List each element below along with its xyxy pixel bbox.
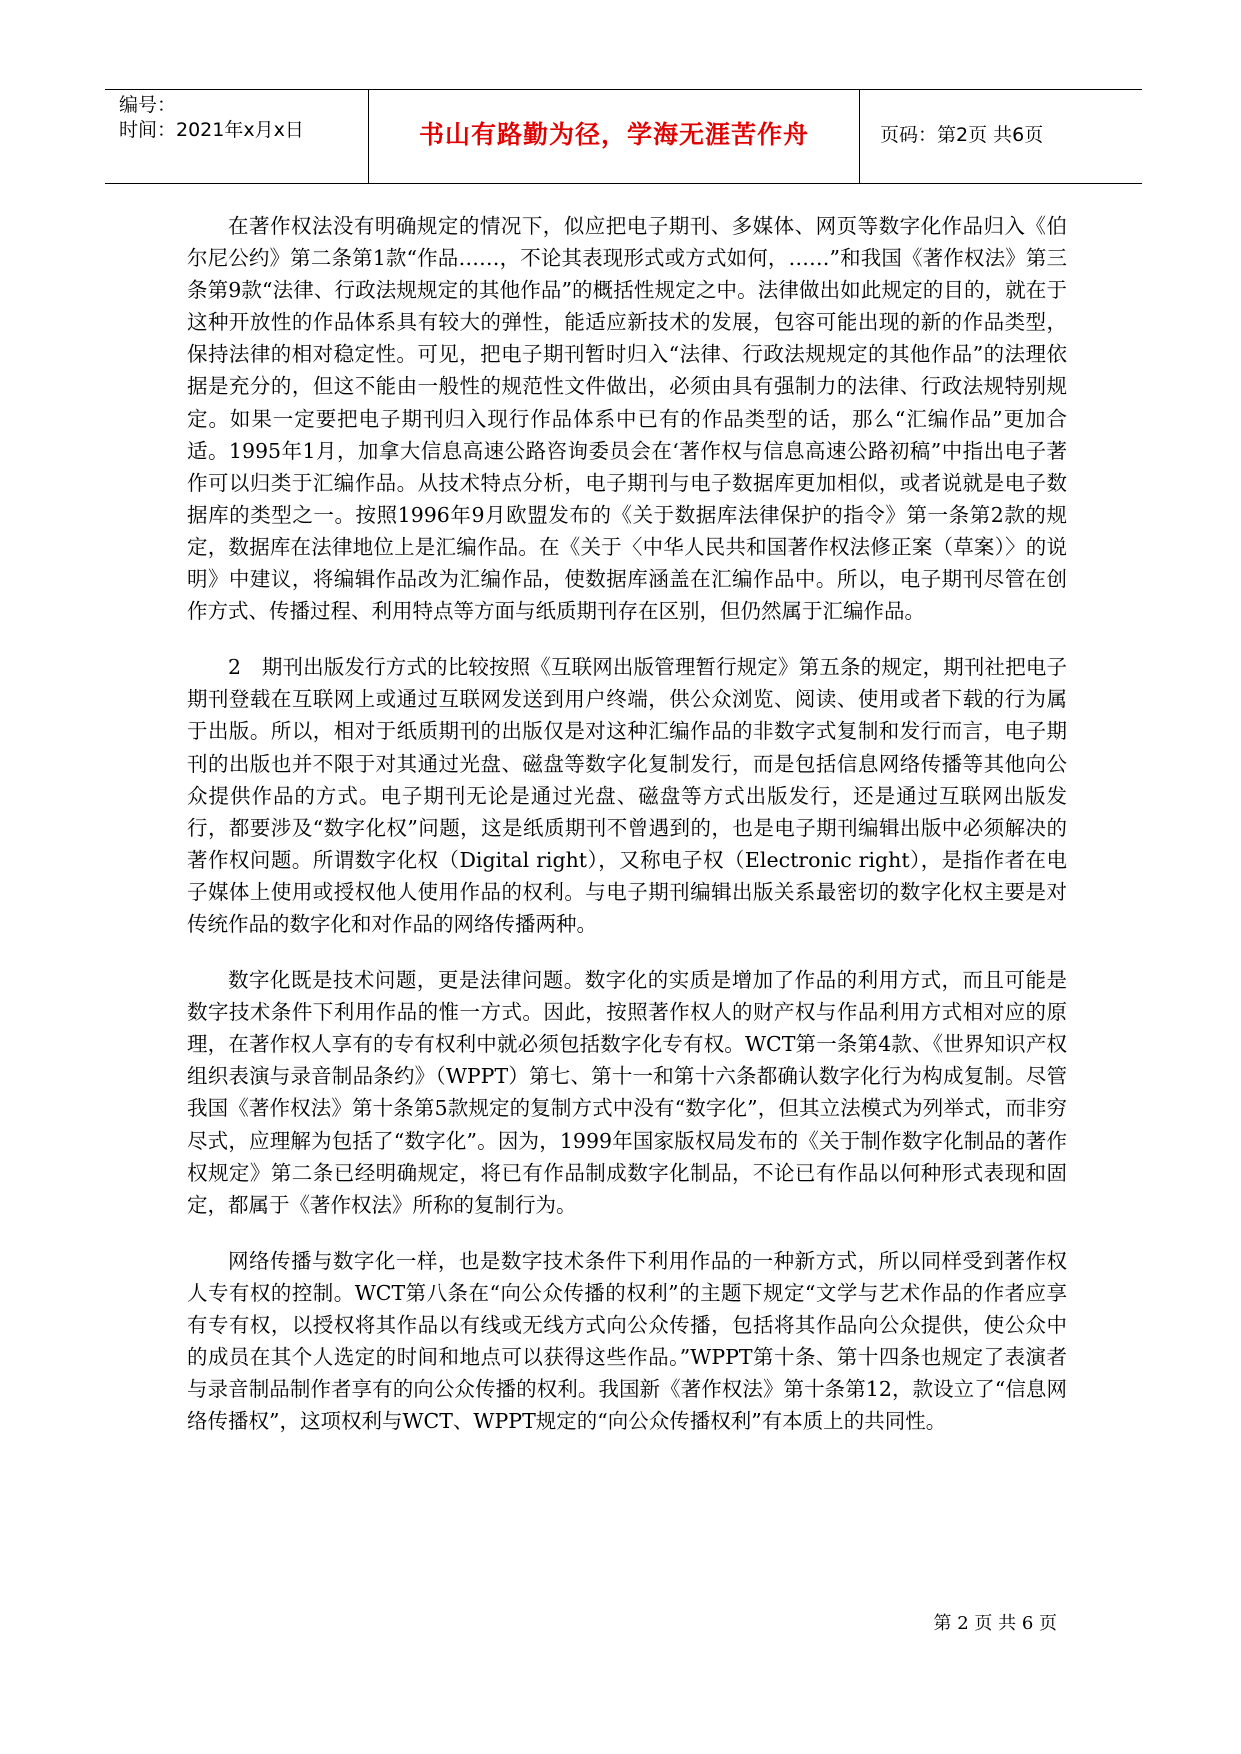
header-page-label: 页码：第2页 共6页 bbox=[880, 124, 1044, 146]
header-right-cell bbox=[860, 90, 1142, 183]
document-number-label: 编号： bbox=[119, 94, 177, 116]
body-paragraph: 在著作权法没有明确规定的情况下，似应把电子期刊、多媒体、网页等数字化作品归入《伯尔尼公约》第二条第1款“作品……，不论其表现形式或方式如何，……”和我国《著作权法》第三条第9款“法律、行政法规规定的其他作品”的概括性规定之中。法律做出如此规定的目的，就在于这种开放性的作品体系具有较大的弹性，能适应新技术的发展，包容可能出现的新的作品类型，保持法律的相对稳定性。可见，把电子期刊暂时归入“法律、行政法规规定的其他作品”的法理依据是充分的，但这不能由一般性的规范性文件做出，必须由具有强制力的法律、行政法规特别规定。如果一定要把电子期刊归入现行作品体系中已有的作品类型的话，那么“汇编作品”更加合适。1995年1月，加拿大信息高速公路咨询委员会在‘著作权与信息高速公路初稿”中指出电子著作可以归类于汇编作品。从技术特点分析，电子期刊与电子数据库更加相似，或者说就是电子数据库的类型之一。按照1996年9月欧盟发布的《关于数据库法律保护的指令》第一条第2款的规定，数据库在法律地位上是汇编作品。在《关于〈中华人民共和国著作权法修正案（草案）〉的说明》中建议，将编辑作品改为汇编作品，使数据库涵盖在汇编作品中。所以，电子期刊尽管在创作方式、传播过程、利用特点等方面与纸质期刊存在区别，但仍然属于汇编作品。 bbox=[187, 214, 1067, 624]
body-paragraph: 2 期刊出版发行方式的比较按照《互联网出版管理暂行规定》第五条的规定，期刊社把电子期刊登载在互联网上或通过互联网发送到用户终端，供公众浏览、阅读、使用或者下载的行为属于出版。所以，相对于纸质期刊的出版仅是对这种汇编作品的非数字式复制和发行而言，电子期刊的出版也并不限于对其通过光盘、磁盘等数字化复制发行，而是包括信息网络传播等其他向公众提供作品的方式。电子期刊无论是通过光盘、磁盘等方式出版发行，还是通过互联网出版发行，都要涉及“数字化权”问题，这是纸质期刊不曾遇到的，也是电子期刊编辑出版中必须解决的著作权问题。所谓数字化权（Digital right），又称电子权（Electronic right），是指作者在电子媒体上使用或授权他人使用作品的权利。与电子期刊编辑出版关系最密切的数字化权主要是对传统作品的数字化和对作品的网络传播两种。 bbox=[187, 655, 1067, 936]
header-middle-cell bbox=[369, 90, 860, 183]
body-paragraph: 数字化既是技术问题，更是法律问题。数字化的实质是增加了作品的利用方式，而且可能是数字技术条件下利用作品的惟一方式。因此，按照著作权人的财产权与作品利用方式相对应的原理，在著作权人享有的专有权利中就必须包括数字化专有权。WCT第一条第4款、《世界知识产权组织表演与录音制品条约》（WPPT）第七、第十一和第十六条都确认数字化行为构成复制。尽管我国《著作权法》第十条第5款规定的复制方式中没有“数字化”，但其立法模式为列举式，而非穷尽式，应理解为包括了“数字化”。因为，1999年国家版权局发布的《关于制作数字化制品的著作权规定》第二条已经明确规定，将已有作品制成数字化制品，不论已有作品以何种形式表现和固定，都属于《著作权法》所称的复制行为。 bbox=[187, 968, 1067, 1217]
document-body bbox=[187, 210, 1067, 1437]
page-header bbox=[105, 89, 1142, 184]
page-footer: 第 2 页 共 6 页 bbox=[933, 1613, 1057, 1634]
paragraph-gap bbox=[187, 940, 1067, 964]
body-paragraph: 网络传播与数字化一样，也是数字技术条件下利用作品的一种新方式，所以同样受到著作权人专有权的控制。WCT第八条在“向公众传播的权利”的主题下规定“文学与艺术作品的作者应享有专有权，以授权将其作品以有线或无线方式向公众传播，包括将其作品向公众提供，使公众中的成员在其个人选定的时间和地点可以获得这些作品。”WPPT第十条、第十四条也规定了表演者与录音制品制作者享有的向公众传播的权利。我国新《著作权法》第十条第12，款设立了“信息网络传播权”，这项权利与WCT、WPPT规定的“向公众传播权利”有本质上的共同性。 bbox=[187, 1248, 1067, 1434]
document-time-label: 时间：2021年x月x日 bbox=[119, 119, 304, 141]
header-motto: 书山有路勤为径，学海无涯苦作舟 bbox=[418, 120, 809, 149]
header-left-cell bbox=[105, 90, 369, 183]
paragraph-gap bbox=[187, 627, 1067, 651]
paragraph-gap bbox=[187, 1221, 1067, 1245]
